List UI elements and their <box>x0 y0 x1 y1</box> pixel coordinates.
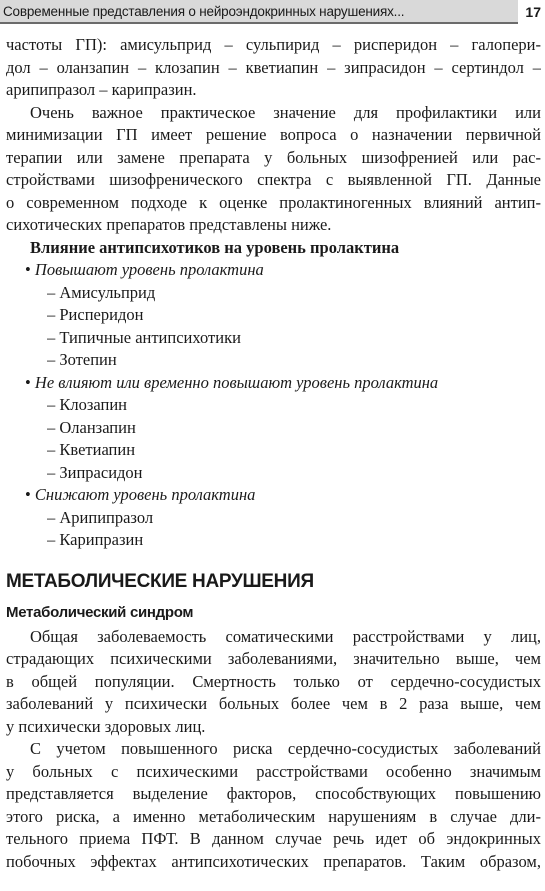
list-group-heading: • Не влияют или временно повышают уровень пролактина <box>25 372 439 392</box>
section-title: МЕТАБОЛИЧЕСКИЕ НАРУШЕНИЯ <box>6 570 314 592</box>
list-item: – Оланзапин <box>47 417 136 437</box>
list-item: – Типичные антипсихотики <box>47 327 241 347</box>
text-line: Общая заболеваемость соматическими расстройствами у лиц, <box>30 626 541 646</box>
list-item: – Клозапин <box>47 395 127 414</box>
page-number: 17 <box>525 4 541 20</box>
list-item: – Арипипразол <box>47 507 154 527</box>
text-line: заболеваний у психически больных более чем в 2 раза выше, чем <box>6 694 541 713</box>
list-group-heading: • Повышают уровень пролактина <box>25 260 264 279</box>
text-line: частоты ГП): амисульприд – сульпирид – рисперидон – галопери- <box>6 35 541 54</box>
text-line: тельного приема ПФТ. В данном случае речь идет об эндокринных <box>6 829 541 848</box>
text-line: представляется выделение факторов, способствующих повышению <box>6 784 541 803</box>
list-group-heading: • Снижают уровень пролактина <box>25 485 256 504</box>
text-line: у больных с психическими расстройствами особенно значимым <box>6 761 541 781</box>
running-header <box>0 0 545 26</box>
text-line: сихотических препаратов представлены ниже. <box>6 215 332 234</box>
list-item: – Кветиапин <box>47 440 136 459</box>
text-line: дол – оланзапин – клозапин – кветиапин – зипрасидон – сертиндол – <box>6 57 541 77</box>
text-line: Очень важное практическое значение для профилактики или <box>30 102 541 122</box>
subsection-title: Метаболический синдром <box>6 603 194 621</box>
list-item: – Амисульприд <box>47 282 156 302</box>
running-title: Современные представления о нейроэндокринных нарушениях... <box>0 0 518 24</box>
paragraph <box>6 626 541 739</box>
prolactin-list <box>6 237 541 552</box>
paragraph <box>6 34 541 102</box>
text-line: о современном подходе к оценке пролактиногенных влияний антип- <box>6 192 541 212</box>
text-line: побочных эффектах антипсихотических препаратов. Таким образом, <box>6 851 541 871</box>
list-item: – Зипрасидон <box>47 462 143 482</box>
text-line: этого риска, а именно метаболическим нарушениям в случае дли- <box>6 806 541 826</box>
text-line: С учетом повышенного риска сердечно-сосудистых заболеваний <box>30 739 541 758</box>
paragraph <box>6 738 541 873</box>
list-title: Влияние антипсихотиков на уровень пролактина <box>30 237 400 257</box>
text-line: терапии или замене препарата у больных шизофренией или рас- <box>6 147 541 167</box>
text-line: минимизации ГП имеет решение вопроса о назначении первичной <box>6 125 541 144</box>
paragraph <box>6 102 541 237</box>
text-line: арипипразол – карипразин. <box>6 80 197 99</box>
list-item: – Зотепин <box>47 350 117 369</box>
text-line: стройствами шизофренического спектра с выявленной ГП. Данные <box>6 170 541 189</box>
text-line: у психически здоровых лиц. <box>6 716 206 736</box>
list-item: – Карипразин <box>47 530 144 549</box>
page-body <box>6 34 541 873</box>
text-line: страдающих психическими заболеваниями, значительно выше, чем <box>6 649 541 668</box>
text-line: в общей популяции. Смертность только от сердечно-сосудистых <box>6 671 541 691</box>
list-item: – Рисперидон <box>47 305 144 324</box>
